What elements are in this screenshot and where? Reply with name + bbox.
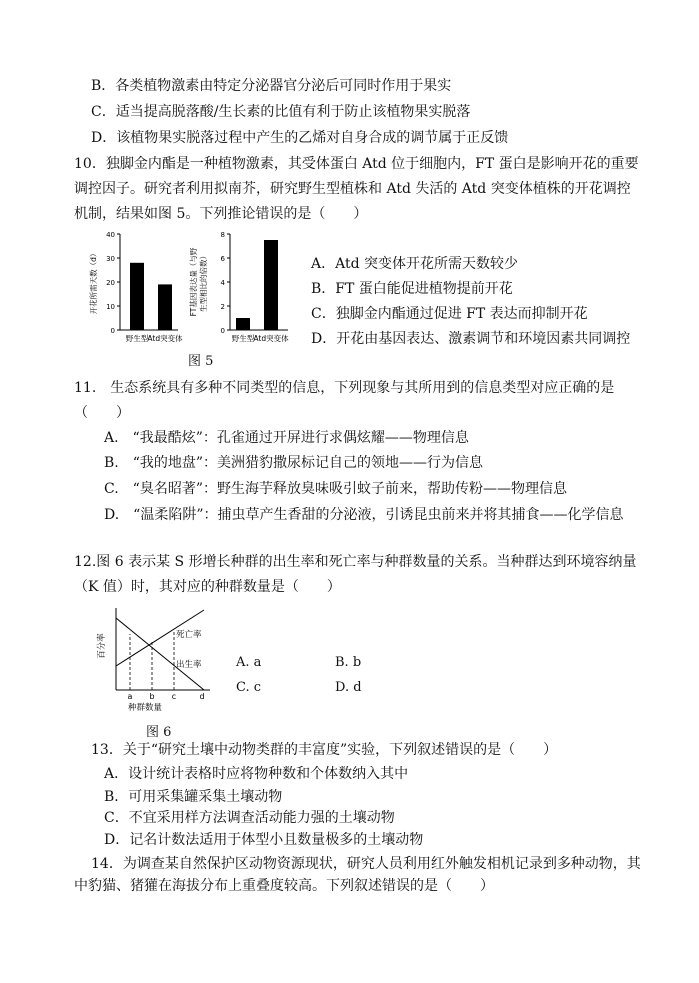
fig6-series-label-birth: 出生率 [176,660,202,670]
q12-option-d: D. d [335,680,362,695]
fig5-chart1-bar [130,263,144,330]
q9-option-b: B．各类植物激素由特定分泌器官分泌后可同时作用于果实 [91,78,452,94]
fig5-chart2-bar [236,318,250,330]
q10-option-d: D．开花由基因表达、激素调节和环境因素共同调控 [311,331,631,347]
q14-stem-line-1: 14．为调查某自然保护区动物资源现状，研究人员利用红外触发相机记录到多种动物，其 [91,856,641,872]
figure-5-caption: 图 5 [188,354,214,369]
q11-option-a: A. “我最酷炫”：孔雀通过开屏进行求偶炫耀——物理信息 [104,430,469,446]
fig5-chart1-y-tick-label: 30 [106,255,115,263]
fig5-chart2-y-tick-label: 6 [220,255,225,263]
q12-stem-line-1: 12.图 6 表示某 S 形增长种群的出生率和死亡率与种群数量的关系。当种群达到环境容纳量 [74,554,637,570]
q12-option-a: A. a [236,655,262,670]
q13-stem: 13．关于“研究土壤中动物类群的丰富度”实验，下列叙述错误的是（ ） [91,742,558,758]
q10-option-b: B．FT 蛋白能促进植物提前开花 [311,281,513,297]
fig5-chart2-y-tick-label: 4 [220,279,225,287]
q10-stem-line-3: 机制，结果如图 5。下列推论错误的是（ ） [74,206,368,222]
q11-option-c: C. “臭名昭著”：野生海芋释放臭味吸引蚊子前来，帮助传粉——物理信息 [104,481,567,497]
q11-option-b: B. “我的地盘”：美洲猎豹撒尿标记自己的领地——行为信息 [104,455,484,471]
fig6-series-label-death: 死亡率 [176,630,202,640]
q11-option-d: D. “温柔陷阱”：捕虫草产生香甜的分泌液，引诱昆虫前来并将其捕食——化学信息 [104,507,624,523]
fig5-chart2-y-label-line1: FT基因表达量（与野 [189,247,198,317]
fig6-y-label: 百分率 [97,633,107,659]
fig5-chart1-bar [158,284,172,330]
figure-6-caption: 图 6 [146,725,172,740]
q12-stem-line-2: （K 值）时，其对应的种群数量是（ ） [74,579,341,595]
q12-option-c: C. c [236,680,262,695]
fig6-x-marker: a [127,692,133,701]
q10-stem-line-1: 10．独脚金内酯是一种植物激素，其受体蛋白 Atd 位于细胞内，FT 蛋白是影响开花的重要 [74,156,639,172]
q10-option-c: C．独脚金内酯通过促进 FT 表达而抑制开花 [311,306,588,322]
fig5-chart1-y-label: 开花所需天数（d） [89,249,98,315]
q9-option-c: C．适当提高脱落酸/生长素的比值有利于防止该植物果实脱落 [91,104,471,120]
fig6-birth-rate-line [116,618,204,690]
fig6-x-label: 种群数量 [128,703,163,712]
q13-option-c: C．不宜采用样方法调查活动能力强的土壤动物 [104,810,395,826]
q11-stem-line-2: （ ） [74,405,130,421]
q10-stem-line-2: 调控因子。研究者利用拟南芥，研究野生型植株和 Atd 失活的 Atd 突变体植株的开花调控 [74,181,631,197]
fig5-chart1-y-tick-label: 10 [106,303,115,311]
figure-5-charts [82,226,302,352]
q14-stem-line-2: 中豹猫、猪獾在海拔分布上重叠度较高。下列叙述错误的是（ ） [74,878,494,894]
q10-option-a: A．Atd 突变体开花所需天数较少 [311,256,519,272]
fig5-chart2-x-label: 野生型 [231,334,255,343]
figure-6-chart [92,604,222,712]
q13-option-d: D．记名计数法适用于体型小且数量极多的土壤动物 [104,832,424,848]
fig5-chart1-y-tick-label: 20 [106,279,115,287]
fig5-chart2-bar [264,240,278,330]
fig5-chart1-y-tick-label: 40 [106,231,115,239]
fig5-chart1-x-label: 野生型 [125,334,149,343]
fig6-x-marker: b [149,692,155,701]
q12-option-b: B. b [335,655,362,670]
fig6-x-marker: d [199,692,205,701]
fig5-chart1-y-tick-label: 0 [110,327,115,335]
fig5-chart2-y-tick-label: 0 [220,327,225,335]
q13-option-a: A．设计统计表格时应将物种数和个体数纳入其中 [104,766,409,782]
q13-option-b: B．可用采集罐采集土壤动物 [104,789,283,805]
fig5-chart2-y-label-line2: 生型相比的倍数） [199,252,208,312]
q9-option-d: D．该植物果实脱落过程中产生的乙烯对自身合成的调节属于正反馈 [91,130,509,146]
fig5-chart2-y-tick-label: 2 [220,303,225,311]
fig6-x-marker: c [171,692,177,701]
q11-stem-line-1: 11. 生态系统具有多种不同类型的信息，下列现象与其所用到的信息类型对应正确的是 [74,380,615,396]
fig5-chart2-x-label: Atd突变体 [253,334,289,343]
fig5-chart1-x-label: Atd突变体 [147,334,183,343]
fig5-chart2-y-tick-label: 8 [220,231,225,239]
